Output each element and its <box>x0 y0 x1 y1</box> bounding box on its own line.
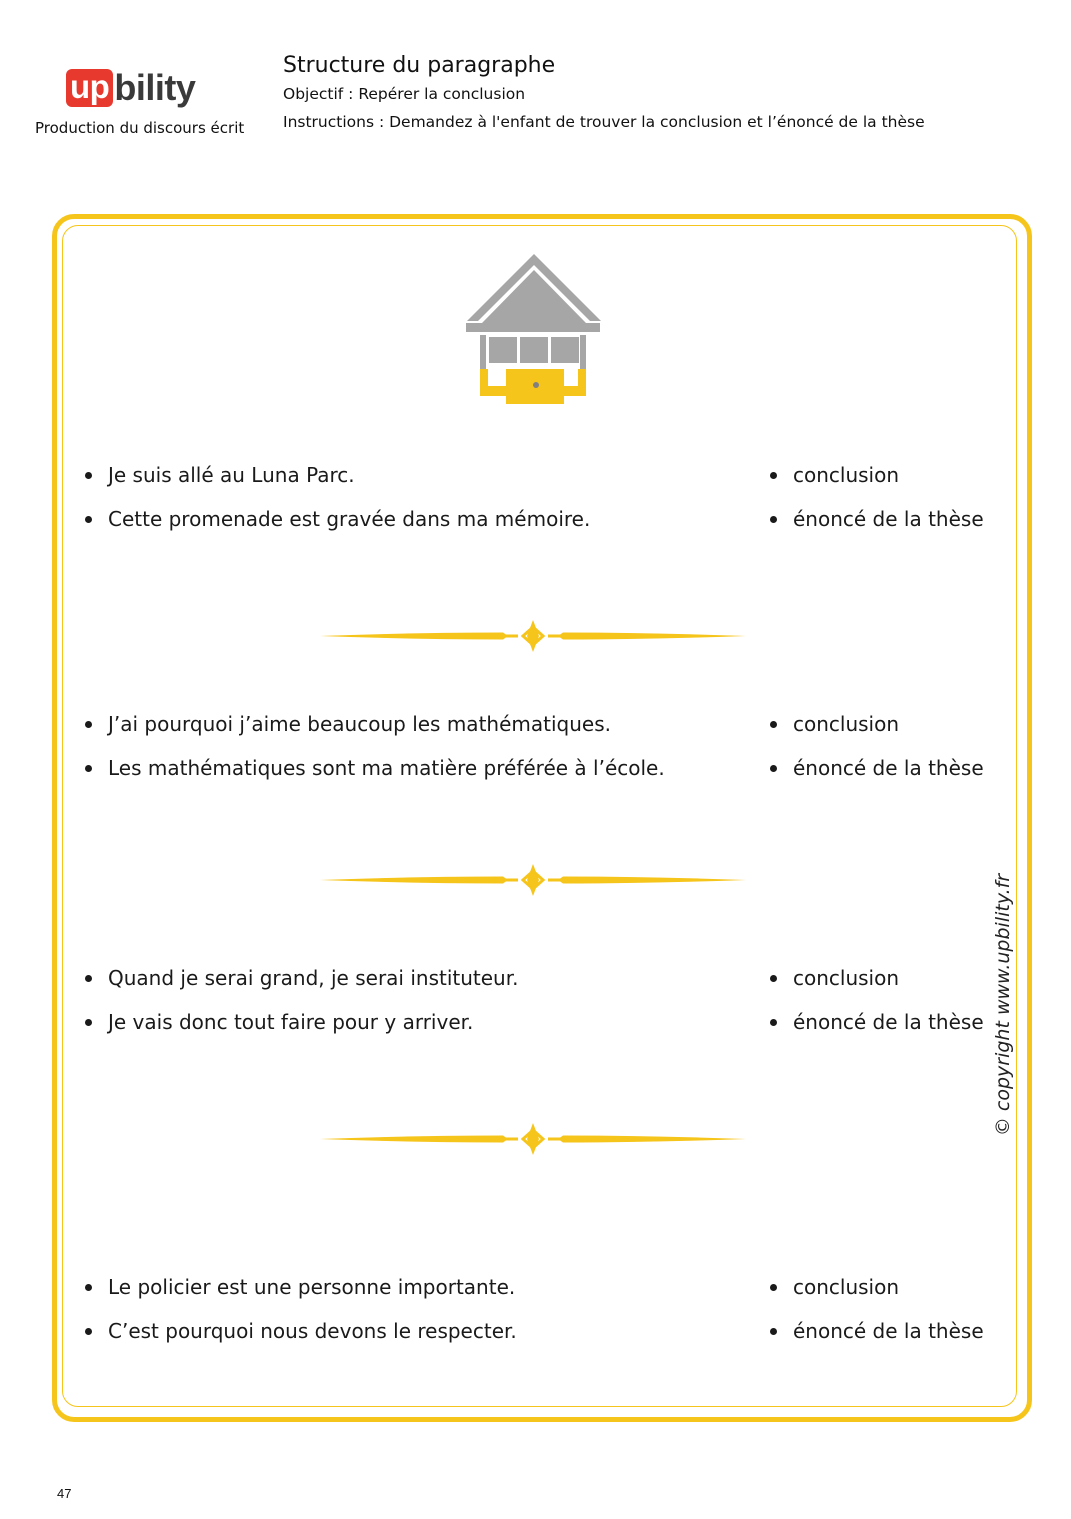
option-conclusion[interactable]: conclusion <box>767 460 984 504</box>
option-conclusion[interactable]: conclusion <box>767 963 984 1007</box>
sentence: J’ai pourquoi j’aime beaucoup les mathématiques. <box>82 709 665 753</box>
sentence: Les mathématiques sont ma matière préférée à l’école. <box>82 753 665 797</box>
page-title: Structure du paragraphe <box>283 53 556 78</box>
upbility-logo <box>66 66 195 110</box>
subtitle: Production du discours écrit <box>35 119 245 137</box>
option-conclusion[interactable]: conclusion <box>767 709 984 753</box>
sentence-list-4 <box>82 1272 517 1360</box>
sentence: Le policier est une personne importante. <box>82 1272 517 1316</box>
sentence-list-3 <box>82 963 518 1051</box>
ornament-divider-icon <box>318 619 748 653</box>
header-text <box>283 52 925 136</box>
instructions: Instructions : Demandez à l'enfant de trouver la conclusion et l’énoncé de la thèse <box>283 113 925 131</box>
sentence-list-2 <box>82 709 665 797</box>
house-icon <box>464 251 604 407</box>
ornament-divider-icon <box>318 863 748 897</box>
option-list-3 <box>767 963 984 1051</box>
option-list-2 <box>767 709 984 797</box>
sentence-list-1 <box>82 460 590 548</box>
option-list-4 <box>767 1272 984 1360</box>
sentence: Je suis allé au Luna Parc. <box>82 460 590 504</box>
page-number: 47 <box>57 1486 72 1501</box>
ornament-divider-icon <box>318 1122 748 1156</box>
sentence: Cette promenade est gravée dans ma mémoire. <box>82 504 590 548</box>
option-list-1 <box>767 460 984 548</box>
logo-up: up <box>66 69 113 107</box>
option-these[interactable]: énoncé de la thèse <box>767 504 984 548</box>
option-these[interactable]: énoncé de la thèse <box>767 753 984 797</box>
option-these[interactable]: énoncé de la thèse <box>767 1007 984 1051</box>
option-these[interactable]: énoncé de la thèse <box>767 1316 984 1360</box>
sentence: Je vais donc tout faire pour y arriver. <box>82 1007 518 1051</box>
objective: Objectif : Repérer la conclusion <box>283 85 526 103</box>
option-conclusion[interactable]: conclusion <box>767 1272 984 1316</box>
sentence: Quand je serai grand, je serai instituteur. <box>82 963 518 1007</box>
copyright-text: © copyright www.upbility.fr <box>992 873 1014 1137</box>
sentence: C’est pourquoi nous devons le respecter. <box>82 1316 517 1360</box>
logo-bility: bility <box>114 67 196 108</box>
